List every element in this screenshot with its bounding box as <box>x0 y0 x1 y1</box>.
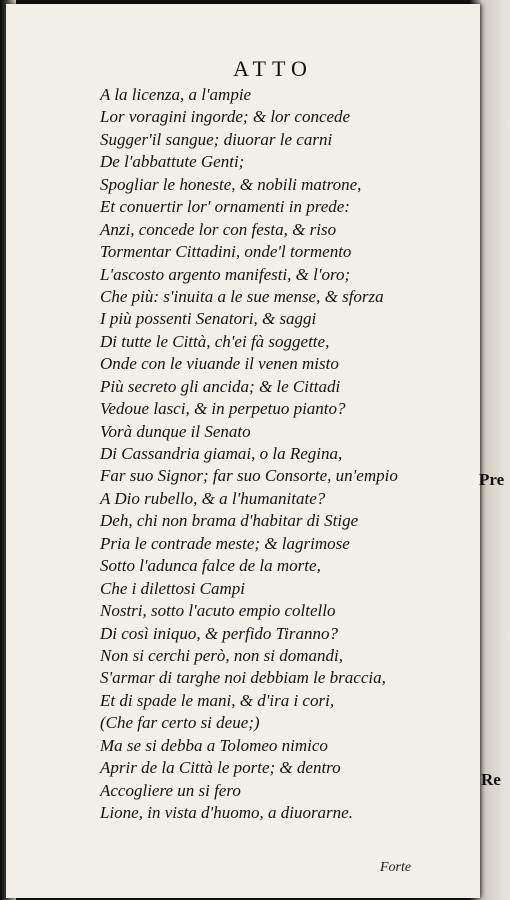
verse-line: Deh, chi non brama d'habitar di Stige <box>100 511 359 531</box>
facing-page-fragment: Pre <box>479 470 505 489</box>
verse-line: Accogliere un si fero <box>100 780 241 800</box>
verse-line: I più possenti Senatori, & saggi <box>100 309 317 329</box>
verse-line: De l'abbattute Genti; <box>100 152 245 172</box>
verse-line: Lor voragini ingorde; & lor concede <box>100 107 351 127</box>
verse-line: Nostri, sotto l'acuto empio coltello <box>100 601 336 621</box>
verse-line: L'ascosto argento manifesti, & l'oro; <box>100 264 351 284</box>
running-head: ATTO <box>233 56 313 81</box>
verse-line: A Dio rubello, & a l'humanitate? <box>100 488 326 508</box>
verse-line: Più secreto gli ancida; & le Cittadi <box>100 376 341 396</box>
catchword: Forte <box>380 860 412 875</box>
verse-line: Di così iniquo, & perfido Tiranno? <box>100 623 339 643</box>
verse-line: Pria le contrade meste; & lagrimose <box>100 533 350 553</box>
verse-line: Et conuertir lor' ornamenti in prede: <box>100 197 350 217</box>
verse-line: S'armar di targhe noi debbiam le braccia, <box>100 668 386 688</box>
facing-page-fragment: Re <box>481 770 501 789</box>
verse-line: Anzi, concede lor con festa, & riso <box>100 219 337 239</box>
verse-line: (Che far certo si deue;) <box>100 713 260 733</box>
verse-line: Aprir de la Città le porte; & dentro <box>100 758 341 778</box>
verse-block <box>100 84 460 824</box>
verse-line: Et di spade le mani, & d'ira i cori, <box>100 690 335 710</box>
verse-line: Sugger'il sangue; diuorar le carni <box>100 129 333 149</box>
verse-line: A la licenza, a l'ampie <box>100 85 252 104</box>
verse-line: Di Cassandria giamai, o la Regina, <box>100 444 343 463</box>
verse-line: Che più: s'inuita a le sue mense, & sforza <box>100 286 384 306</box>
verse-line: Spogliar le honeste, & nobili matrone, <box>100 174 362 194</box>
verse-line: Di tutte le Città, ch'ei fà soggette, <box>100 331 330 351</box>
verse-line: Tormentar Cittadini, onde'l tormento <box>100 242 352 262</box>
verse-line: Lione, in vista d'huomo, a diuorarne. <box>100 803 353 822</box>
verse-line: Che i dilettosi Campi <box>100 578 245 598</box>
verse-line: Vorà dunque il Senato <box>100 421 251 441</box>
verse-line: Non si cerchi però, non si domandi, <box>100 645 344 665</box>
verse-line: Onde con le viuande il venen misto <box>100 354 339 374</box>
verse-line: Far suo Signor; far suo Consorte, un'empio <box>100 466 398 486</box>
verse-line: Vedoue lasci, & in perpetuo pianto? <box>100 399 346 419</box>
verse-line: Sotto l'adunca falce de la morte, <box>100 556 321 576</box>
verse-line: Ma se si debba a Tolomeo nimico <box>100 735 328 755</box>
